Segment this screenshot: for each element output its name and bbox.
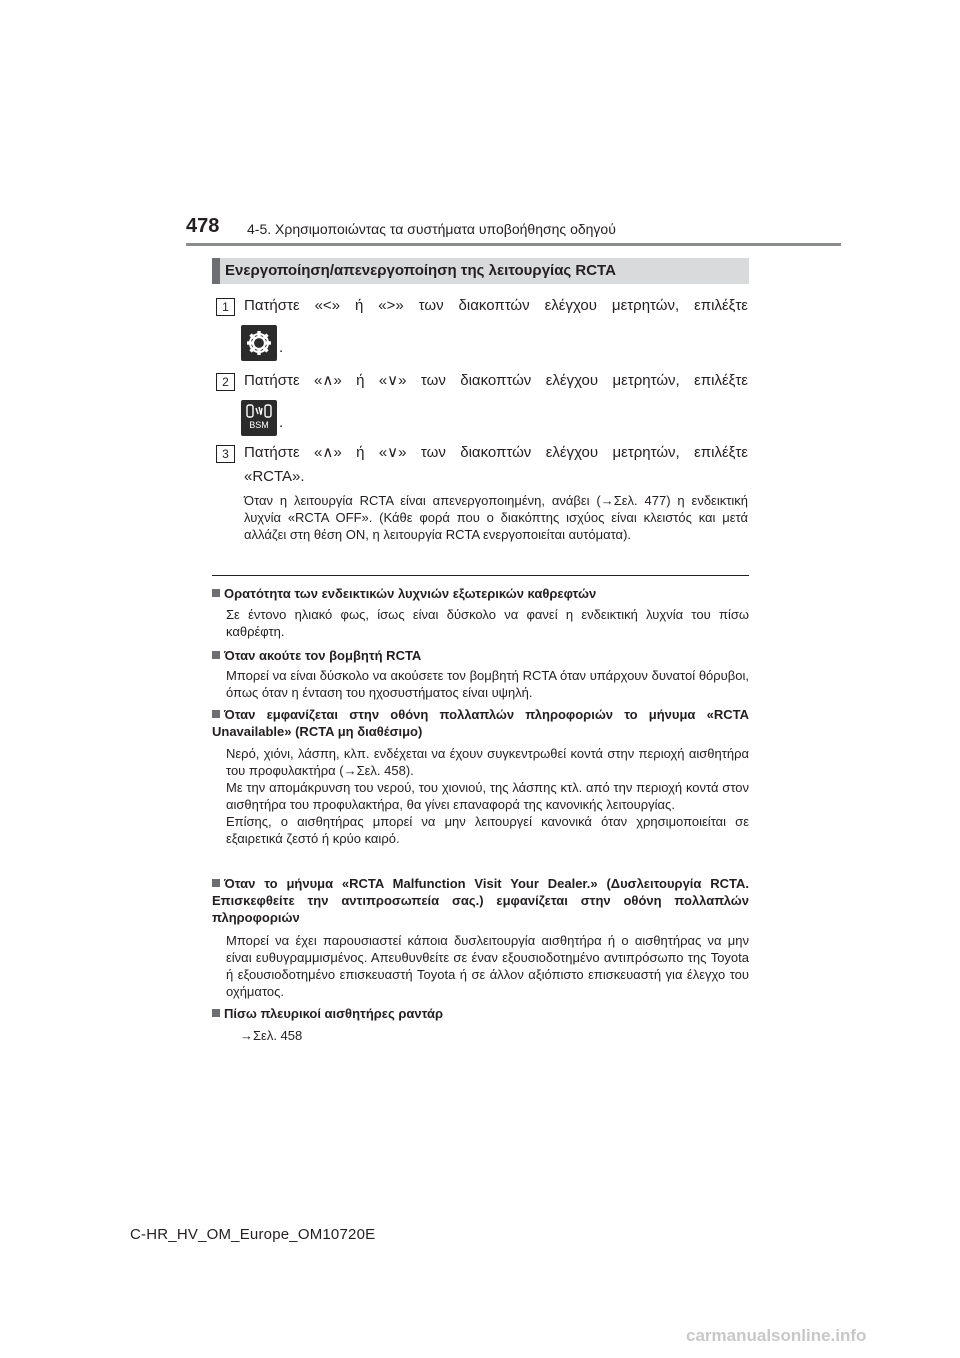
bsm-icon bbox=[241, 400, 277, 436]
info-paragraph: Νερό, χιόνι, λάσπη, κλπ. ενδέχεται να έχουν συγκεντρωθεί κοντά στην περιοχή αισθητήρα του προφυλακτήρα (→Σελ. 458). bbox=[226, 746, 749, 778]
info-body-radar-sensors bbox=[240, 1027, 763, 1044]
bullet-square-icon bbox=[212, 879, 220, 887]
step-number-1: 1 bbox=[216, 298, 235, 316]
info-heading-text: Πίσω πλευρικοί αισθητήρες ραντάρ bbox=[224, 1006, 444, 1021]
running-head: 4-5. Χρησιμοποιώντας τα συστήματα υποβοήθησης οδηγού bbox=[247, 221, 616, 237]
step-2-text: Πατήστε «∧» ή «∨» των διακοπτών ελέγχου μετρητών, επιλέξτε bbox=[244, 372, 748, 389]
info-heading-text: Όταν το μήνυμα «RCTA Malfunction Visit Your Dealer.» (Δυσλειτουργία RCTA. Επισκεφθείτε την αντιπροσωπεία σας.) εμφανίζεται στην οθόνη πολλαπλών πληροφοριών bbox=[212, 876, 749, 925]
step-3-text: Πατήστε «∧» ή «∨» των διακοπτών ελέγχου μετρητών, επιλέξτε bbox=[244, 444, 748, 461]
bullet-square-icon bbox=[212, 1009, 220, 1017]
info-heading-buzzer bbox=[212, 647, 749, 664]
info-heading-text: Ορατότητα των ενδεικτικών λυχνιών εξωτερικών καθρεφτών bbox=[224, 586, 597, 601]
info-paragraph: Μπορεί να είναι δύσκολο να ακούσετε τον βομβητή RCTA όταν υπάρχουν δυνατοί θόρυβοι, όπως όταν η ένταση του ηχοσυστήματος είναι υψηλή. bbox=[226, 668, 749, 700]
info-body-buzzer bbox=[226, 667, 749, 701]
info-paragraph: Σε έντονο ηλιακό φως, ίσως είναι δύσκολο να φανεί η ενδεικτική λυχνία του πίσω καθρέφτη. bbox=[226, 607, 749, 639]
page-reference-link[interactable]: →Σελ. 458 bbox=[240, 1028, 303, 1043]
step-3-text-continued: «RCTA». bbox=[244, 468, 305, 485]
bullet-square-icon bbox=[212, 651, 220, 659]
step-number-3: 3 bbox=[216, 445, 235, 463]
section-heading-bar bbox=[212, 258, 749, 284]
bullet-square-icon bbox=[212, 710, 220, 718]
info-heading-radar-sensors bbox=[212, 1005, 749, 1022]
info-body-malfunction bbox=[226, 932, 749, 1000]
watermark: carmanualsonline.info bbox=[686, 1326, 867, 1345]
rcta-off-note: Όταν η λειτουργία RCTA είναι απενεργοποιημένη, ανάβει (→Σελ. 477) η ενδεικτική λυχνία «RCTA OFF». (Κάθε φορά που ο διακόπτης ισχύος είναι κλειστός και μετά αλλάζει στη θέση ON, η λειτουργία RCTA ενεργοποιείται αυτόματα). bbox=[244, 493, 748, 542]
info-paragraph: Με την απομάκρυνση του νερού, του χιονιού, της λάσπης κτλ. από την περιοχή κοντά στον αισθητήρα του προφυλακτήρα, θα γίνει επαναφορά της κανονικής λειτουργίας. bbox=[226, 780, 749, 812]
section-divider bbox=[212, 575, 749, 576]
step-1-suffix: . bbox=[279, 339, 284, 356]
header-rule bbox=[186, 243, 841, 246]
settings-gear-icon bbox=[241, 325, 277, 361]
bullet-square-icon bbox=[212, 589, 220, 597]
info-body-mirror-visibility bbox=[226, 606, 749, 640]
info-heading-unavailable bbox=[212, 706, 749, 740]
info-heading-mirror-visibility bbox=[212, 585, 749, 602]
step-2-suffix: . bbox=[279, 414, 284, 431]
info-heading-text: Όταν εμφανίζεται στην οθόνη πολλαπλών πληροφοριών το μήνυμα «RCTA Unavailable» (RCTA μη διαθέσιμο) bbox=[212, 707, 749, 739]
info-paragraph: Επίσης, ο αισθητήρας μπορεί να μην λειτουργεί κανονικά όταν χρησιμοποιείται σε εξαιρετικά ζεστό ή κρύο καιρό. bbox=[226, 814, 749, 846]
info-heading-text: Όταν ακούτε τον βομβητή RCTA bbox=[224, 648, 422, 663]
info-body-unavailable bbox=[226, 745, 749, 847]
section-title: Ενεργοποίηση/απενεργοποίηση της λειτουργίας RCTA bbox=[225, 262, 616, 279]
section-heading-stripe bbox=[212, 258, 220, 284]
step-1-text: Πατήστε «<» ή «>» των διακοπτών ελέγχου μετρητών, επιλέξτε bbox=[244, 297, 748, 314]
document-code-footer: C-HR_HV_OM_Europe_OM10720E bbox=[130, 1226, 376, 1243]
info-paragraph: Μπορεί να έχει παρουσιαστεί κάποια δυσλειτουργία αισθητήρα ή ο αισθητήρας να μην είναι ευθυγραμμισμένος. Απευθυνθείτε σε έναν εξουσιοδοτημένο αντιπρόσωπο της Toyota ή εξουσιοδοτημένο επισκευαστή Toyota ή σε άλλον αξιόπιστο επισκευαστή για έλεγχο του οχήματος. bbox=[226, 933, 749, 999]
info-heading-malfunction bbox=[212, 875, 749, 926]
step-number-2: 2 bbox=[216, 373, 235, 391]
bsm-icon-label: BSM bbox=[249, 420, 269, 430]
page-number: 478 bbox=[186, 215, 220, 237]
